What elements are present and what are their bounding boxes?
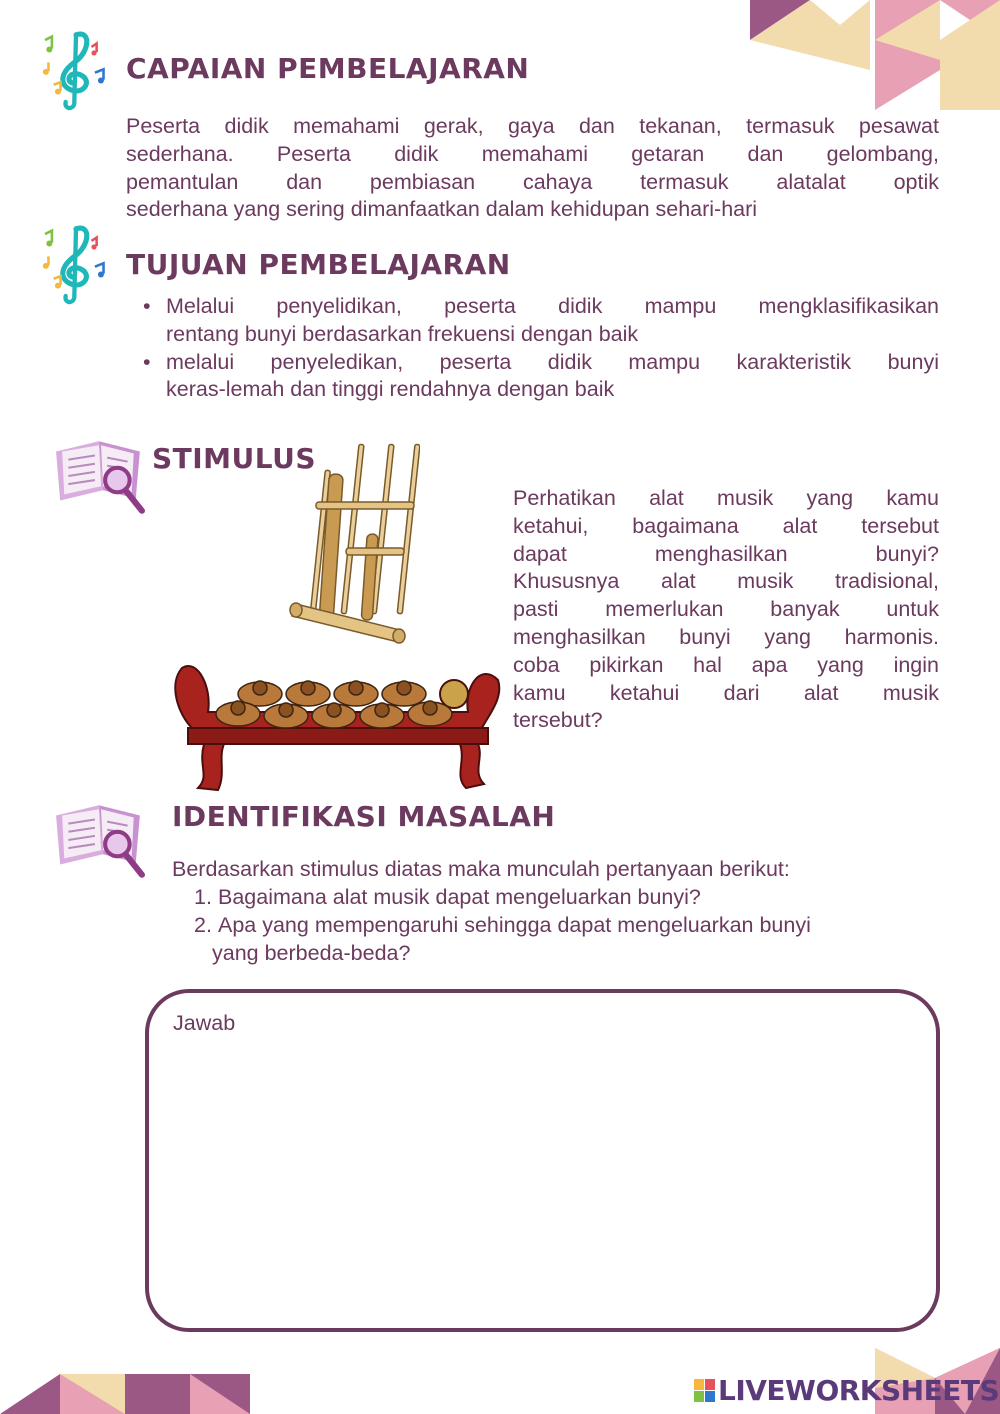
bullet-dot: • (143, 349, 151, 374)
liveworksheets-wordmark: LIVEWORKSHEETS (718, 1374, 1000, 1407)
liveworksheets-logo (694, 1374, 1000, 1408)
capaian-title: CAPAIAN PEMBELAJARAN (126, 52, 530, 85)
stimulus-line: Khususnya alat musik tradisional, (513, 569, 939, 594)
question-text: Bagaimana alat musik dapat mengeluarkan bunyi? (218, 885, 701, 909)
capaian-line: sederhana. Peserta didik memahami getaran dan gelombang, (126, 141, 939, 166)
list-item (143, 293, 939, 349)
capaian-line: Peserta didik memahami gerak, gaya dan tekanan, termasuk pesawat (126, 114, 939, 138)
capaian-line: pemantulan dan pembiasan cahaya termasuk alatalat optik (126, 169, 939, 194)
tujuan-title: TUJUAN PEMBELAJARAN (126, 248, 511, 281)
question-number: 2. (194, 912, 212, 937)
stimulus-line: tersebut? (513, 708, 603, 733)
list-item (143, 349, 939, 405)
corner-decoration-bottom-left (0, 1374, 255, 1414)
list-item (194, 912, 958, 968)
stimulus-paragraph (513, 485, 939, 735)
question-text: yang berbeda-beda? (212, 940, 411, 965)
identifikasi-title: IDENTIFIKASI MASALAH (172, 800, 556, 833)
stimulus-line: dapat menghasilkan bunyi? (513, 541, 939, 566)
corner-decoration-top-right (740, 0, 1000, 110)
tujuan-item-line: Melalui penyelidikan, peserta didik mampu mengklasifikasikan (166, 294, 939, 318)
tujuan-item-line: keras-lemah dan tinggi rendahnya dengan baik (166, 377, 615, 402)
tujuan-item-line: melalui penyeledikan, peserta didik mampu karakteristik bunyi (166, 349, 939, 374)
stimulus-line: menghasilkan bunyi yang harmonis. (513, 624, 939, 649)
gamelan-image (168, 658, 504, 794)
stimulus-line: ketahui, bagaimana alat tersebut (513, 513, 939, 538)
answer-label: Jawab (173, 1011, 236, 1035)
treble-clef-icon (36, 222, 116, 308)
question-text: Apa yang mempengaruhi sehingga dapat mengeluarkan bunyi (218, 912, 811, 937)
book-magnifier-icon (54, 436, 146, 518)
treble-clef-icon (36, 28, 116, 114)
answer-box[interactable] (145, 989, 940, 1332)
angklung-image (288, 440, 420, 646)
tujuan-list (143, 293, 939, 404)
identifikasi-questions (194, 884, 958, 967)
stimulus-line: pasti memerlukan banyak untuk (513, 597, 939, 622)
tujuan-item-line: rentang bunyi berdasarkan frekuensi dengan baik (166, 321, 639, 346)
capaian-paragraph (126, 113, 939, 224)
identifikasi-intro: Berdasarkan stimulus diatas maka munculah pertanyaan berikut: (172, 857, 790, 881)
capaian-line: sederhana yang sering dimanfaatkan dalam kehidupan sehari-hari (126, 197, 758, 222)
live-blocks-icon (694, 1379, 716, 1403)
bullet-dot: • (143, 294, 151, 318)
stimulus-line: kamu ketahui dari alat musik (513, 680, 939, 705)
question-number: 1. (194, 885, 212, 909)
stimulus-title: STIMULUS (152, 442, 317, 475)
answer-input[interactable] (173, 1045, 912, 1304)
book-magnifier-icon (54, 800, 146, 882)
list-item (194, 884, 958, 912)
stimulus-line: coba pikirkan hal apa yang ingin (513, 652, 939, 677)
stimulus-line: Perhatikan alat musik yang kamu (513, 486, 939, 510)
